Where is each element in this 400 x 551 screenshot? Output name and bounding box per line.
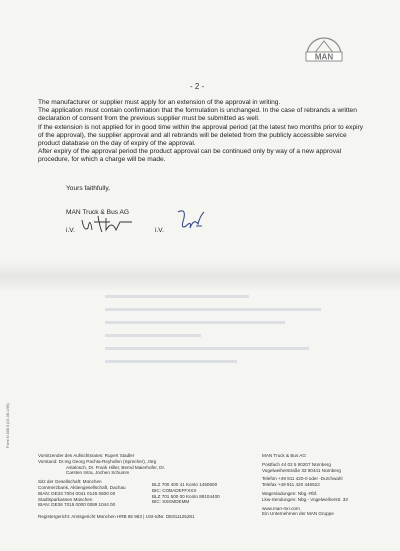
- letter-body: [38, 99, 368, 165]
- form-code: Form N.008 6 (01.08.1/98): [6, 403, 10, 448]
- footer-line: Telefax +49 911 420 446522: [262, 482, 320, 488]
- page-number: - 2 -: [190, 82, 205, 91]
- iv-label-left: i.V.: [66, 227, 75, 234]
- footer-line: Stadtsparkassen München: [38, 496, 93, 502]
- footer-line: Astalosch, Dr. Frank Hiller, Bernd Maierhofer, Dr.: [66, 464, 166, 470]
- paragraph: The manufacturer or supplier must apply for an extension of the approval in writing.: [38, 99, 281, 106]
- footer-line: Lkw-Sendungen: Nbg.- Vogelweiherstr. 33: [262, 496, 348, 502]
- footer-line: Carsten Intra, Jochen Schumm: [66, 470, 130, 476]
- paragraph: After expiry of the approval period the product approval can be continued only by way of a new approval procedure, for which a charge will be made.: [38, 148, 342, 164]
- signature-left-icon: [80, 212, 140, 236]
- footer-line: Vorstand: Dr.Ing Georg Pachta-Reyhofen (Sprecher), Jörg: [38, 458, 157, 464]
- logo-text: MAN: [314, 52, 334, 62]
- footer-line: Telefon +49 911 420-0 oder -Durchwahl: [262, 476, 343, 482]
- footer-line: IBAN: DE36 7015 0000 0089 1044 00: [38, 502, 116, 508]
- footer-line: BLZ 700 400 41 Konto 1450600: [152, 482, 218, 487]
- footer-line: Postfach 44 02 5 90207 Nürnberg: [262, 461, 331, 467]
- footer-address: [262, 453, 372, 517]
- signature-right-icon: [174, 206, 208, 234]
- footer-line: Vorsitzender des Aufsichtsrates: Rupert Stadler: [38, 453, 135, 458]
- footer-line: MAN Truck & Bus AG: [262, 453, 306, 458]
- paragraph: If the extension is not applied for in good time within the approval period (at the latest two months prior to expiry of the approval), the supplier approval and all rebrands will be deleted from the publicly accessible service product database on the day of expiry of the approval.: [38, 123, 364, 148]
- man-logo-icon: [303, 35, 345, 65]
- footer-line: Sitz der Gesellschaft: München: [38, 479, 102, 485]
- footer-line: BLZ 701 500 00 Konto 89104400: [152, 493, 220, 499]
- paragraph: The application must contain confirmation that the formulation is unchanged. In the case of rebrands a written declaration of consent from the previous supplier must be submitted as well.: [38, 107, 357, 123]
- footer-line: BIC: COBADEFFXXX: [152, 487, 197, 493]
- footer-line: BIC: SSKMDEMM: [152, 499, 190, 505]
- footer-bank: [152, 482, 242, 505]
- closing-salutation: Yours faithfully,: [66, 185, 110, 192]
- footer-line: www.man-mn.com: [262, 505, 300, 511]
- footer-line: IBAN: DE33 7004 0041 0145 0600 00: [38, 490, 116, 496]
- footer-line: Wagenladungen: Nbg.-Rbf.: [262, 490, 318, 496]
- iv-label-right: i.V.: [155, 227, 164, 234]
- footer-line: Commerzbank, Aktiengesellschaft, Dachau: [38, 484, 126, 490]
- show-through-text: [105, 285, 345, 405]
- footer-line: Vogelweiherstraße 33 90441 Nürnberg: [262, 467, 341, 473]
- footer-line: Ein Unternehmen der MAN Gruppe: [262, 511, 334, 517]
- register-line: Registergericht: Amtsgericht München HRB 86 963 | USt-IdNr. DE811125281: [38, 514, 195, 519]
- company-name: MAN Truck & Bus AG: [66, 209, 130, 216]
